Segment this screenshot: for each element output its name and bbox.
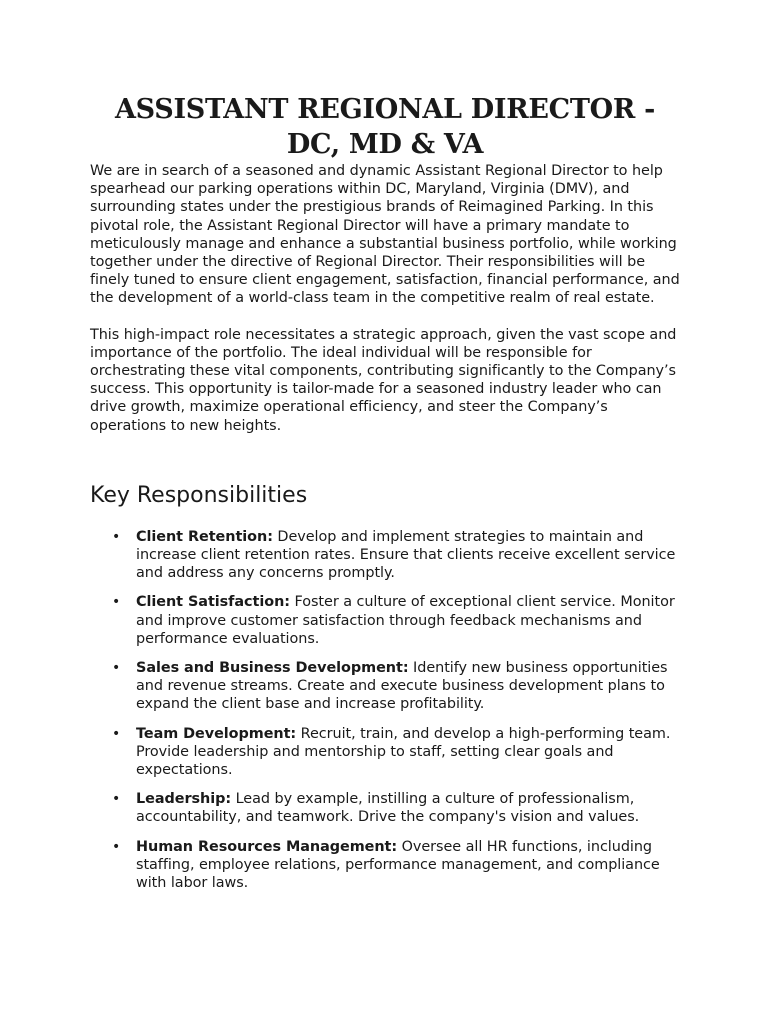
responsibility-term: Leadership: — [136, 791, 232, 808]
list-item — [90, 528, 680, 583]
section-heading-key-responsibilities: Key Responsibilities — [90, 482, 308, 508]
responsibility-term: Human Resources Management: — [136, 838, 398, 855]
list-item — [90, 593, 680, 648]
responsibility-term: Client Satisfaction: — [136, 594, 290, 611]
list-item — [90, 659, 680, 714]
document-page — [90, 92, 680, 903]
responsibility-text: Foster a culture of exceptional client service. Monitor and improve customer satisfaction through feedback mechanisms and performance evaluations. — [136, 594, 675, 647]
bullet-icon: • — [112, 528, 121, 545]
responsibilities-list — [90, 528, 680, 892]
responsibility-term: Client Retention: — [136, 528, 273, 545]
document-title: ASSISTANT REGIONAL DIRECTOR - DC, MD & VA — [115, 94, 655, 160]
list-item — [90, 725, 680, 780]
list-item — [90, 838, 680, 893]
bullet-icon: • — [112, 725, 121, 742]
responsibility-text: Identify new business opportunities and revenue streams. Create and execute business development plans to expand the client base and increase profitability. — [136, 660, 668, 713]
bullet-icon: • — [112, 660, 121, 677]
responsibility-text: Lead by example, instilling a culture of professionalism, accountability, and teamwork. Drive the company's vision and values. — [136, 791, 640, 826]
list-item — [90, 790, 680, 826]
responsibility-text: Recruit, train, and develop a high-performing team. Provide leadership and mentorship to staff, setting clear goals and expectations. — [136, 725, 671, 779]
intro-paragraph: We are in search of a seasoned and dynamic Assistant Regional Director to help spearhead our parking operations within DC, Maryland, Virginia (DMV), and surrounding states under the prestigious brands of Reimagined Parking. In this pivotal role, the Assistant Regional Director will have a primary mandate to meticulously manage and enhance a substantial business portfolio, while working together under the directive of Regional Director. Their responsibilities will be finely tuned to ensure client engagement, satisfaction, financial performance, and the development of a world-class team in the competitive realm of real estate. — [90, 163, 680, 307]
bullet-icon: • — [112, 594, 121, 611]
bullet-icon: • — [112, 838, 121, 855]
responsibility-text: Oversee all HR functions, including staffing, employee relations, performance management, and compliance with labor laws. — [136, 838, 660, 892]
bullet-icon: • — [112, 791, 121, 808]
role-overview-paragraph: This high-impact role necessitates a strategic approach, given the vast scope and importance of the portfolio. The ideal individual will be responsible for orchestrating these vital components, contributing significantly to the Company’s success. This opportunity is tailor-made for a seasoned industry leader who can drive growth, maximize operational efficiency, and steer the Company’s operations to new heights. — [90, 326, 677, 434]
responsibility-term: Team Development: — [136, 725, 297, 742]
responsibility-text: Develop and implement strategies to maintain and increase client retention rates. Ensure that clients receive excellent service and address any concerns promptly. — [136, 528, 676, 582]
responsibility-term: Sales and Business Development: — [136, 660, 409, 677]
